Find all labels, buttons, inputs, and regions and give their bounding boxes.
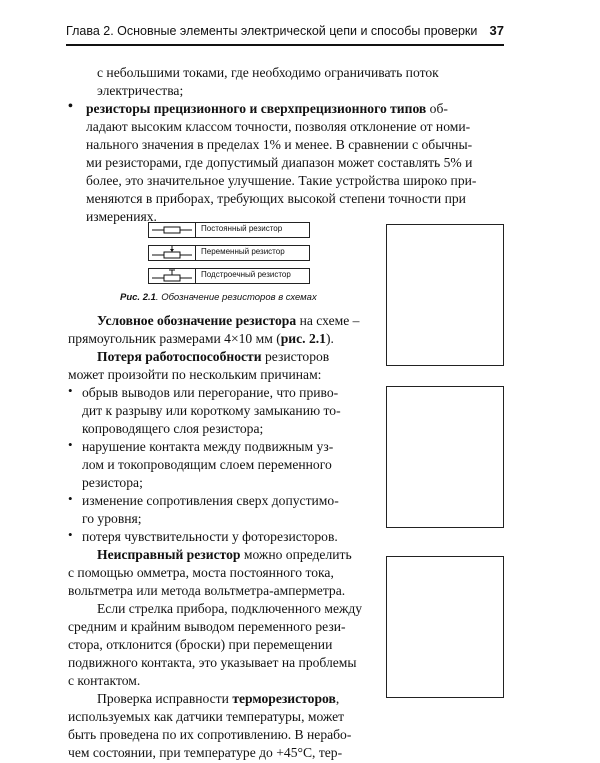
- precision-item-lead: [86, 100, 448, 119]
- fixed-resistor-symbol: [149, 223, 196, 237]
- precision-item-rest: об-: [426, 101, 448, 116]
- failure-item-3-line-1: изменение сопротивления сверх допустимо-: [82, 493, 339, 508]
- thermistor-line-1a: Проверка исправности: [97, 691, 233, 706]
- variable-resistor-symbol: [149, 246, 196, 260]
- resistor-symbols-figure: [148, 222, 308, 284]
- figure-row-trimmer: [148, 268, 310, 284]
- thermistor-line-1: [97, 690, 339, 709]
- thermistor-line-1b: ,: [335, 691, 340, 706]
- faulty-line-3: вольтметра или метода вольтметра-амперметра.: [68, 583, 346, 598]
- needle-line-4: подвижного контакта, это указывает на проблемы: [68, 655, 357, 670]
- designation-line-2: [68, 330, 334, 349]
- designation-rest: на схеме –: [296, 313, 360, 328]
- designation-line-1: [97, 312, 359, 331]
- precision-line-5: меняются в приборах, требующих высокой степени точности при: [86, 191, 466, 206]
- intro-line-2: электричества;: [97, 83, 184, 98]
- bullet-marker: •: [68, 99, 73, 114]
- chapter-title: Глава 2. Основные элементы электрической цепи и способы проверки: [66, 24, 478, 38]
- trimmer-resistor-symbol: [149, 269, 196, 283]
- bullet-marker: •: [68, 527, 73, 542]
- figure-label-trimmer: Подстроечный резистор: [201, 270, 291, 279]
- margin-box-2: [386, 386, 504, 528]
- failure-line-2: может произойти по нескольким причинам:: [68, 367, 322, 382]
- intro-line-1: с небольшими токами, где необходимо ограничивать поток: [97, 65, 439, 80]
- bullet-marker: •: [68, 437, 73, 452]
- figure-caption-text: . Обозначение резисторов в схемах: [155, 292, 317, 303]
- precision-line-1: ладают высоким классом точности, позволяя отклонение от номи-: [86, 119, 471, 134]
- figure-row-variable: [148, 245, 310, 261]
- figure-label-variable: Переменный резистор: [201, 247, 285, 256]
- figure-row-fixed: [148, 222, 310, 238]
- faulty-line-1: [97, 546, 352, 565]
- needle-line-1: Если стрелка прибора, подключенного между: [97, 601, 363, 616]
- failure-item-1-line-2: дит к разрыву или короткому замыканию то-: [82, 403, 341, 418]
- thermistor-line-2: используемых как датчики температуры, может: [68, 709, 345, 724]
- margin-box-1: [386, 224, 504, 366]
- precision-line-4: более, это значительное улучшение. Такие устройства широко при-: [86, 173, 477, 188]
- page-number: 37: [489, 23, 504, 38]
- failure-bold: Потеря работоспособности: [97, 349, 262, 364]
- thermistor-bold: терморезисторов: [232, 691, 336, 706]
- bullet-marker: •: [68, 491, 73, 506]
- margin-box-3: [386, 556, 504, 698]
- needle-line-5: с контактом.: [68, 673, 141, 688]
- designation-bold: Условное обозначение резистора: [97, 313, 297, 328]
- precision-line-3: ми резисторами, где допустимый диапазон может составлять 5% и: [86, 155, 473, 170]
- failure-line-1: [97, 348, 329, 367]
- figure-reference: рис. 2.1: [280, 331, 326, 346]
- faulty-bold: Неисправный резистор: [97, 547, 241, 562]
- needle-line-3: стора, отклонится (броски) при перемещении: [68, 637, 333, 652]
- faulty-rest: можно определить: [240, 547, 352, 562]
- designation-line-2b: ).: [325, 331, 334, 346]
- precision-line-6: измерениях.: [86, 209, 157, 224]
- running-header: [66, 22, 504, 46]
- faulty-line-2: с помощью омметра, моста постоянного тока,: [68, 565, 334, 580]
- failure-item-4-line-1: потеря чувствительности у фоторезисторов.: [82, 529, 338, 544]
- failure-rest: резисторов: [261, 349, 330, 364]
- precision-line-2: нального значения в пределах 1% и менее. В сравнении с обычны-: [86, 137, 473, 152]
- figure-caption-label: Рис. 2.1: [120, 292, 156, 303]
- failure-item-2-line-1: нарушение контакта между подвижным уз-: [82, 439, 334, 454]
- bullet-marker: •: [68, 383, 73, 398]
- figure-caption: [120, 292, 317, 303]
- failure-item-1-line-1: обрыв выводов или перегорание, что приво-: [82, 385, 339, 400]
- thermistor-line-3: быть проведена по их сопротивлению. В нерабо-: [68, 727, 352, 742]
- thermistor-line-4: чем состоянии, при температуре до +45°С, тер-: [68, 745, 343, 760]
- needle-line-2: средним и крайним выводом переменного рези-: [68, 619, 346, 634]
- designation-line-2a: прямоугольник размерами 4×10 мм (: [68, 331, 281, 346]
- figure-label-fixed: Постоянный резистор: [201, 224, 283, 233]
- precision-item-bold: резисторы прецизионного и сверхпрецизионного типов: [86, 101, 427, 116]
- failure-item-1-line-3: копроводящего слоя резистора;: [82, 421, 264, 436]
- failure-item-2-line-2: лом и токопроводящим слоем переменного: [82, 457, 332, 472]
- failure-item-3-line-2: го уровня;: [82, 511, 142, 526]
- failure-item-2-line-3: резистора;: [82, 475, 143, 490]
